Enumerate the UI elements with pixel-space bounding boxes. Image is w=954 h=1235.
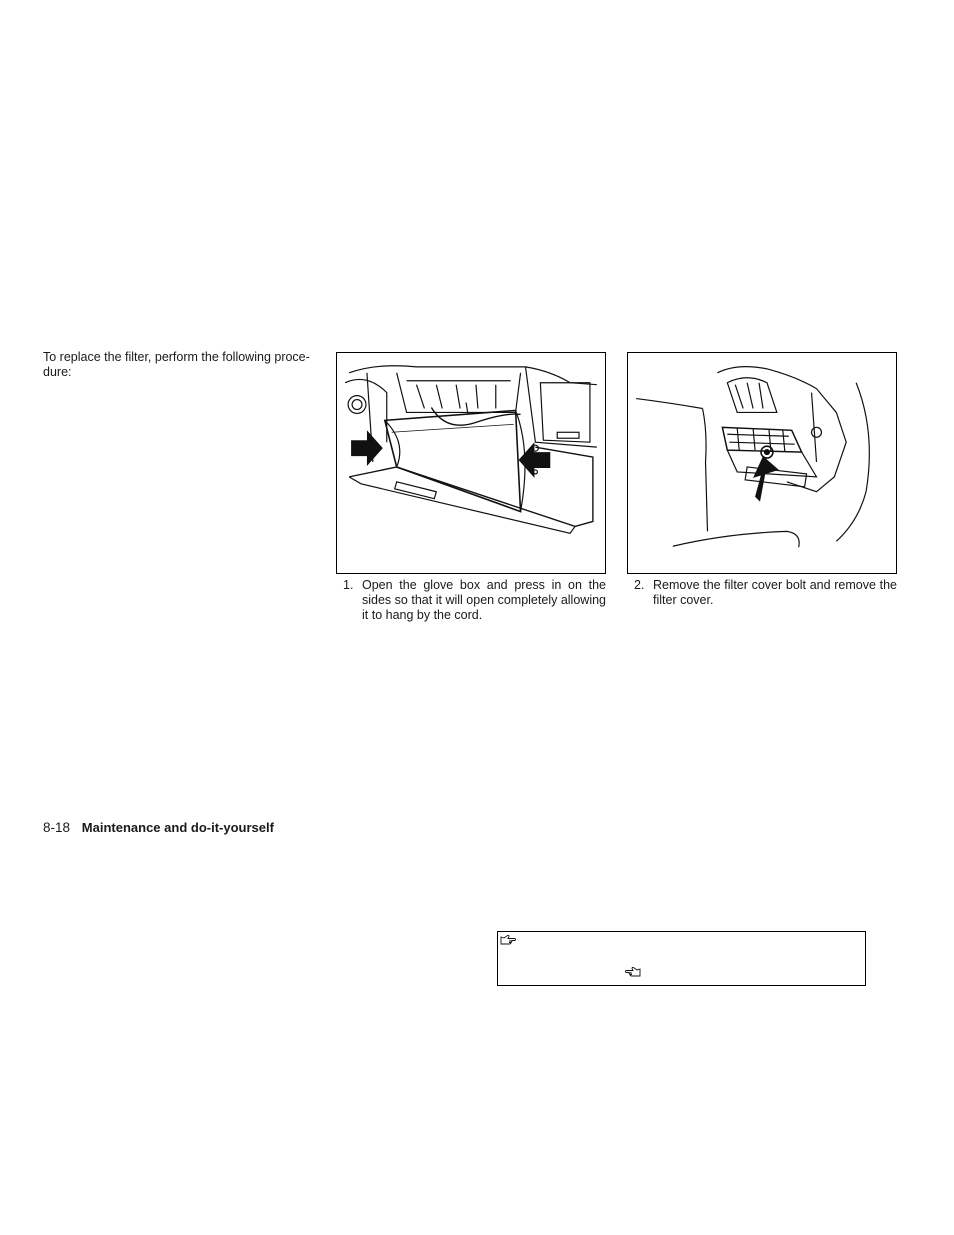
reference-note-box (497, 931, 866, 986)
pointing-hand-left-icon (625, 966, 641, 978)
step-number: 2. (634, 578, 645, 592)
section-title: Maintenance and do-it-yourself (81, 820, 274, 835)
glove-box-diagram-icon (337, 353, 605, 573)
step-text: Open the glove box and press in on the sides so that it will open completely allowing it to hang by the cord. (362, 578, 606, 622)
step-number: 1. (343, 578, 354, 592)
step-1 (336, 578, 606, 623)
filter-cover-diagram-icon (628, 353, 896, 573)
step-text: Remove the filter cover bolt and remove the filter cover. (653, 578, 897, 607)
filter-cover-illustration (627, 352, 897, 574)
intro-text: To replace the filter, perform the following proce-dure: (43, 350, 310, 379)
page-number: 8-18 (43, 820, 71, 835)
pointing-hand-right-icon (500, 934, 516, 946)
page-footer (43, 820, 274, 835)
glove-box-illustration (336, 352, 606, 574)
step-2 (627, 578, 897, 608)
